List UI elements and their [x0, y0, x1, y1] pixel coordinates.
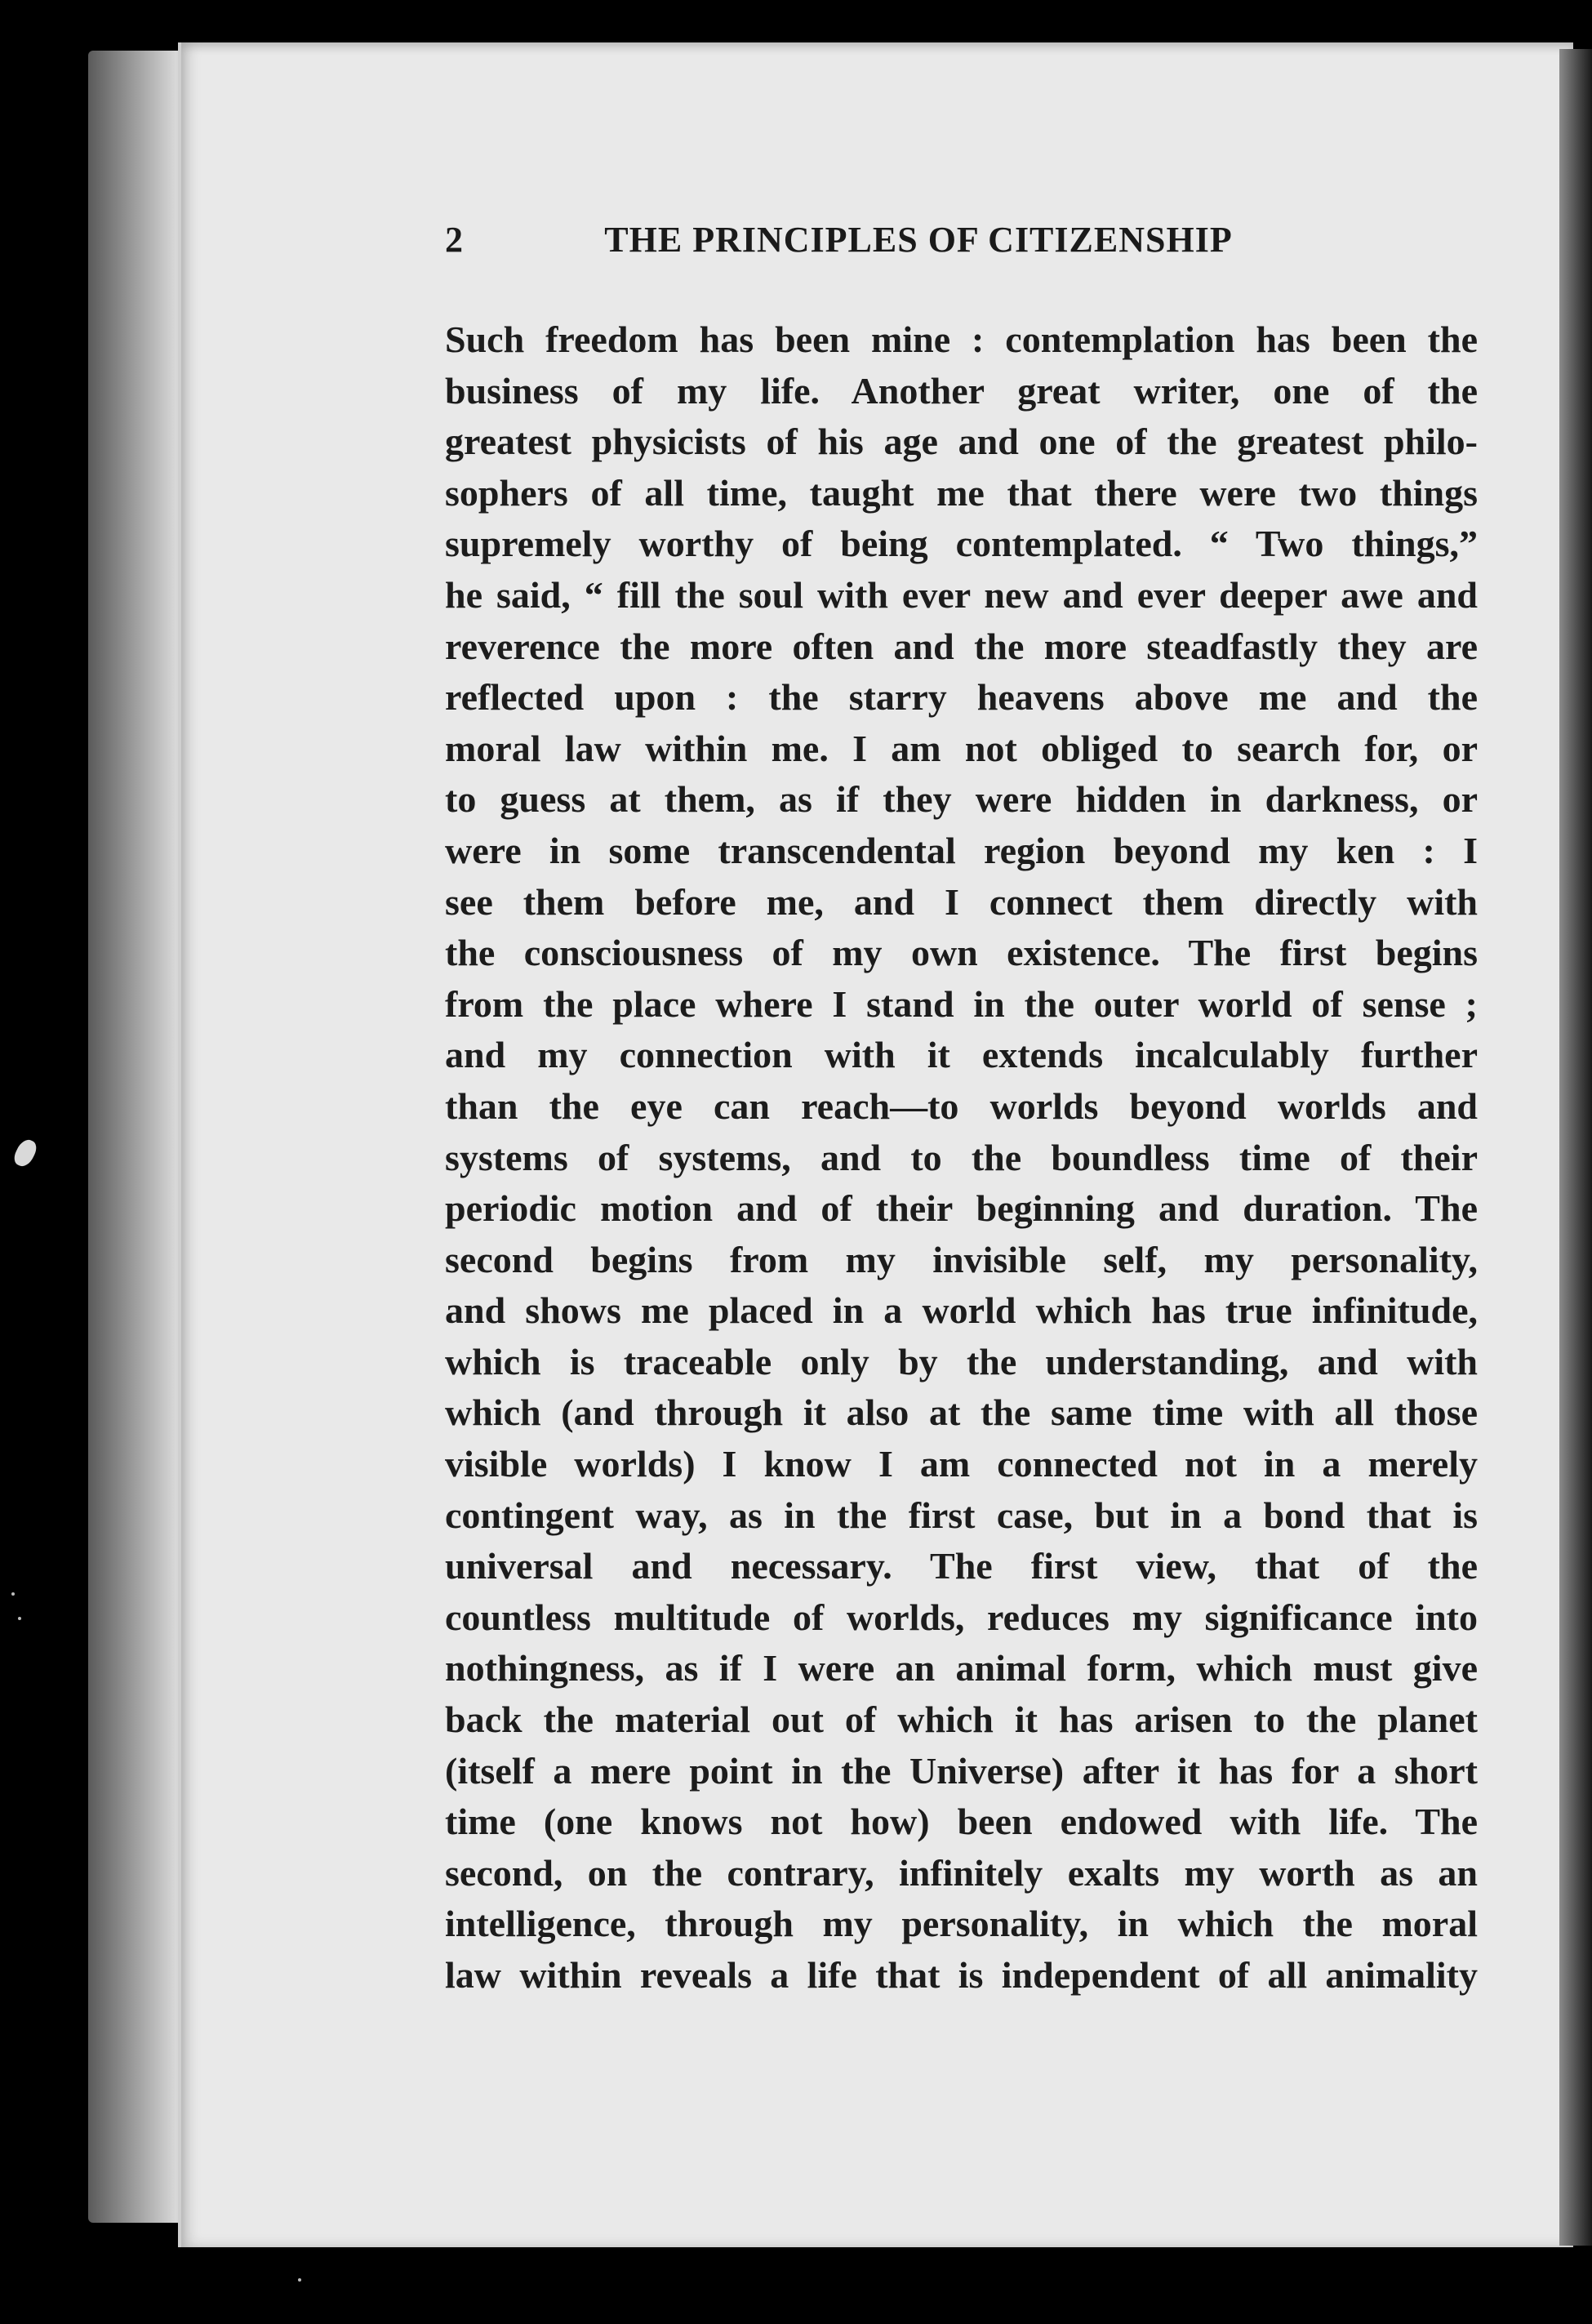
text-line: countless multitude of worlds, reduces my significance into — [445, 1596, 1478, 1638]
text-line: from the place where I stand in the outer world of sense ; — [445, 982, 1478, 1025]
page-number: 2 — [445, 220, 464, 260]
text-line: intelligence, through my personality, in which the moral — [445, 1903, 1478, 1945]
dust-speck — [11, 1592, 15, 1596]
text-line: systems of systems, and to the boundless time of their — [445, 1136, 1478, 1178]
text-line: and shows me placed in a world which has true infinitude, — [445, 1289, 1478, 1332]
text-line: supremely worthy of being contemplated. “ Two things,” — [445, 523, 1478, 565]
text-line: time (one knows not how) been endowed with life. The — [445, 1801, 1478, 1843]
text-line: reflected upon : the starry heavens above me and the — [445, 676, 1478, 719]
running-head — [445, 219, 1319, 260]
text-line: which (and through it also at the same time with all those — [445, 1391, 1478, 1434]
dust-speck — [18, 1617, 21, 1620]
text-line: and my connection with it extends incalculably further — [445, 1034, 1478, 1076]
text-line: contingent way, as in the first case, but in a bond that is — [445, 1494, 1478, 1536]
text-line: second, on the contrary, infinitely exalts my worth as an — [445, 1851, 1478, 1894]
dust-speck — [298, 2278, 301, 2282]
text-line: moral law within me. I am not obliged to search for, or — [445, 727, 1478, 769]
text-line: Such freedom has been mine : contemplation has been the — [445, 318, 1478, 360]
text-line: (itself a mere point in the Universe) after it has for a short — [445, 1749, 1478, 1792]
running-title: THE PRINCIPLES OF CITIZENSHIP — [604, 220, 1233, 260]
text-line: periodic motion and of their beginning and duration. The — [445, 1187, 1478, 1230]
text-line: were in some transcendental region beyond my ken : I — [445, 829, 1478, 871]
text-line: sophers of all time, taught me that there were two things — [445, 471, 1478, 514]
text-line: nothingness, as if I were an animal form, which must give — [445, 1647, 1478, 1690]
margin-smudge — [11, 1137, 39, 1169]
text-line: which is traceable only by the understanding, and with — [445, 1340, 1478, 1382]
text-line: universal and necessary. The first view, that of the — [445, 1545, 1478, 1587]
text-line: greatest physicists of his age and one of the greatest philo- — [445, 421, 1478, 463]
text-line: see them before me, and I connect them directly with — [445, 880, 1478, 923]
text-line: business of my life. Another great writer, one of the — [445, 369, 1478, 412]
text-line: law within reveals a life that is independent of all animality — [445, 1954, 1478, 1996]
text-line: the consciousness of my own existence. The first begins — [445, 932, 1478, 974]
text-line: second begins from my invisible self, my personality, — [445, 1238, 1478, 1280]
text-line: he said, “ fill the soul with ever new and ever deeper awe and — [445, 573, 1478, 616]
right-shadow — [1559, 49, 1592, 2246]
body-text — [445, 314, 1478, 2001]
text-line: visible worlds) I know I am connected not in a merely — [445, 1443, 1478, 1485]
text-line: than the eye can reach—to worlds beyond worlds and — [445, 1084, 1478, 1127]
text-line: to guess at them, as if they were hidden in darkness, or — [445, 778, 1478, 821]
text-line: back the material out of which it has arisen to the planet — [445, 1698, 1478, 1741]
text-line: reverence the more often and the more steadfastly they are — [445, 625, 1478, 667]
